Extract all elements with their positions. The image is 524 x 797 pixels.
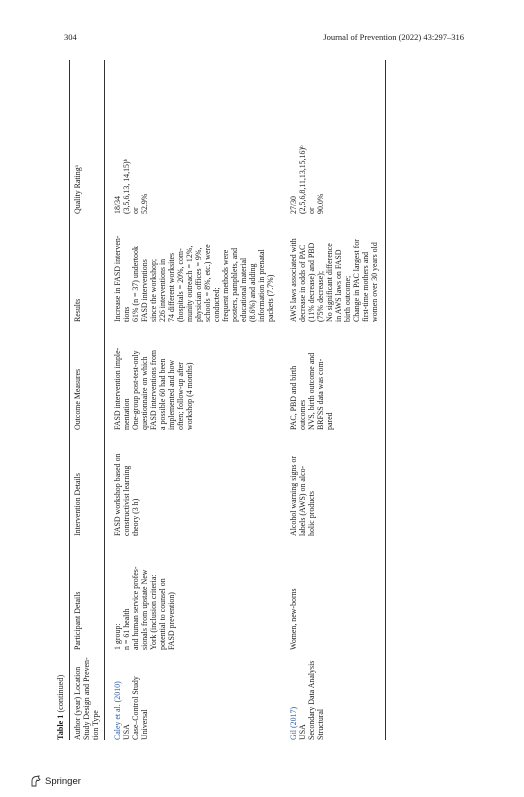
table-cell — [105, 650, 282, 740]
cell-line: Alcohol warning signs or — [289, 456, 298, 536]
column-header — [70, 60, 105, 214]
cell-line: first-time mothers and — [361, 251, 370, 322]
cell-line: Secondary Data Analysis — [307, 660, 316, 740]
cell-line: 90.0% — [316, 193, 325, 214]
cell-line: Structural — [316, 708, 325, 740]
table-row — [105, 60, 282, 740]
cell-line: workshop (4 months) — [185, 362, 194, 430]
cell-line: n = 61 health — [122, 608, 131, 650]
table-cell — [281, 536, 386, 650]
cell-line: physician offices = 9%, — [194, 247, 203, 322]
cell-line: (2,5,6,8,11,13,15,16)ᵇ — [298, 145, 307, 214]
cell-line: pared — [325, 412, 334, 430]
cell-line: in AWS laws on FASD — [334, 249, 343, 322]
cell-line: women over 30 years old — [370, 242, 379, 322]
cell-line: FASD intervention imple- — [113, 347, 122, 430]
cell-line: 1 group: — [113, 623, 122, 650]
cell-line: frequent methods were — [221, 249, 230, 322]
cell-line: 18/34 — [113, 196, 122, 214]
table-body — [105, 60, 386, 740]
cell-line: Results — [73, 298, 82, 322]
cell-line: (75% decrease); — [316, 270, 325, 322]
cell-line: information in prenatal — [257, 249, 266, 322]
cell-line: tions — [122, 306, 131, 322]
cell-line: (11% decrease) and PBD — [307, 242, 316, 322]
cell-line: 61% (n = 37) undertook — [131, 246, 140, 322]
cell-line: Author (year) Location — [73, 666, 82, 740]
studies-table — [69, 60, 386, 740]
cell-line: decrease in odds of PAC — [298, 244, 307, 322]
cell-line: FASD workshop based on — [113, 453, 122, 536]
table-cell — [281, 60, 386, 214]
rotated-table-block — [56, 60, 466, 740]
cell-line: Universal — [140, 709, 149, 740]
cell-line: munity outreach = 12%, — [185, 245, 194, 322]
cell-line: posters, pamphlets, and — [230, 247, 239, 322]
table-cell — [105, 430, 282, 536]
column-header — [70, 536, 105, 650]
cell-line: Study Design and Preven- — [82, 657, 91, 740]
cell-line: and human service profes- — [131, 566, 140, 650]
cell-line: AWS laws associated with — [289, 238, 298, 322]
cell-line: mentation — [122, 398, 131, 430]
column-header — [70, 214, 105, 322]
cell-line: 226 interventions in — [158, 258, 167, 322]
column-header — [70, 322, 105, 430]
cell-line: 52.9% — [140, 193, 149, 214]
cell-line: Participant Details — [73, 591, 82, 650]
cell-line: constructivist learning — [122, 465, 131, 536]
cell-line: 27/30 — [289, 196, 298, 214]
cell-line: (8.6%) and adding — [248, 263, 257, 322]
cell-line: BRFSS data was com- — [316, 358, 325, 430]
cell-line: holic products — [307, 491, 316, 536]
cell-line: schools = 8%, etc.) were — [203, 244, 212, 322]
cell-line: or — [307, 207, 316, 214]
cell-line: labels (AWS) on alco- — [298, 465, 307, 536]
cell-line: FASD prevention) — [167, 592, 176, 650]
cell-line: or — [131, 207, 140, 214]
cell-line: often; follow-up after — [176, 362, 185, 430]
citation-link[interactable]: Gil (2017) — [289, 706, 298, 740]
cell-line: No significant difference — [325, 243, 334, 322]
cell-line: York (inclusion criteria: — [149, 574, 158, 650]
cell-line: potential to counsel on — [158, 578, 167, 650]
table-cell — [105, 214, 282, 322]
table-label: Table 1 — [56, 714, 65, 740]
cell-line: (hospitals = 20%, com- — [176, 248, 185, 322]
cell-line: NVS, birth outcome and — [307, 352, 316, 430]
springer-logo — [30, 775, 81, 787]
cell-line: 74 different worksites — [167, 252, 176, 322]
cell-line: Change in PAC largest for — [352, 239, 361, 322]
page-number: 304 — [64, 32, 77, 42]
cell-line: educational material — [239, 257, 248, 322]
publisher-name: Springer — [45, 775, 81, 787]
cell-line: sionals from upstate New — [140, 569, 149, 650]
column-header — [70, 430, 105, 536]
cell-line: (3,5,6,13, 14,15)ᵇ — [122, 158, 131, 214]
citation-link[interactable]: Caley et al. (2010) — [113, 681, 122, 740]
table-cell — [105, 536, 282, 650]
cell-line: conducted; — [212, 287, 221, 322]
table-cell — [281, 322, 386, 430]
cell-line: tion Type — [91, 710, 100, 740]
cell-line: birth outcome; — [343, 275, 352, 322]
cell-line: Quality Ratingᵃ — [73, 165, 82, 214]
cell-line: outcomes — [298, 399, 307, 430]
table-cell — [105, 322, 282, 430]
table-cell — [281, 214, 386, 322]
cell-line: implemented and how — [167, 359, 176, 430]
table-caption — [56, 60, 67, 740]
journal-header: Journal of Prevention (2022) 43:297–316 — [323, 32, 464, 42]
cell-line: since the workshop; — [149, 258, 158, 322]
cell-line: Women, new-borns — [289, 588, 298, 650]
cell-line: theory (3 h) — [131, 498, 140, 536]
table-caption-suffix: (continued) — [56, 674, 65, 713]
cell-line: FASD interventions — [140, 259, 149, 322]
cell-line: FASD interventions from — [149, 349, 158, 430]
cell-line: packets (7.7%) — [266, 274, 275, 322]
cell-line: Increase in FASD interven- — [113, 235, 122, 322]
table-header-row — [70, 60, 105, 740]
column-header — [70, 650, 105, 740]
cell-line: questionnaire on which — [140, 356, 149, 430]
cell-line: Case–Control Study — [131, 676, 140, 740]
cell-line: One-group post-test-only — [131, 350, 140, 430]
cell-line: Intervention Details — [73, 473, 82, 536]
cell-line: PAC, PBD and birth — [289, 365, 298, 430]
table-cell — [281, 650, 386, 740]
cell-line: USA — [122, 724, 131, 740]
cell-line: Outcome Measures — [73, 368, 82, 430]
table-cell — [105, 60, 282, 214]
cell-line: a possible 60 had been — [158, 358, 167, 430]
table-row — [281, 60, 386, 740]
table-cell — [281, 430, 386, 536]
springer-horse-icon — [30, 775, 42, 787]
cell-line: USA — [298, 724, 307, 740]
